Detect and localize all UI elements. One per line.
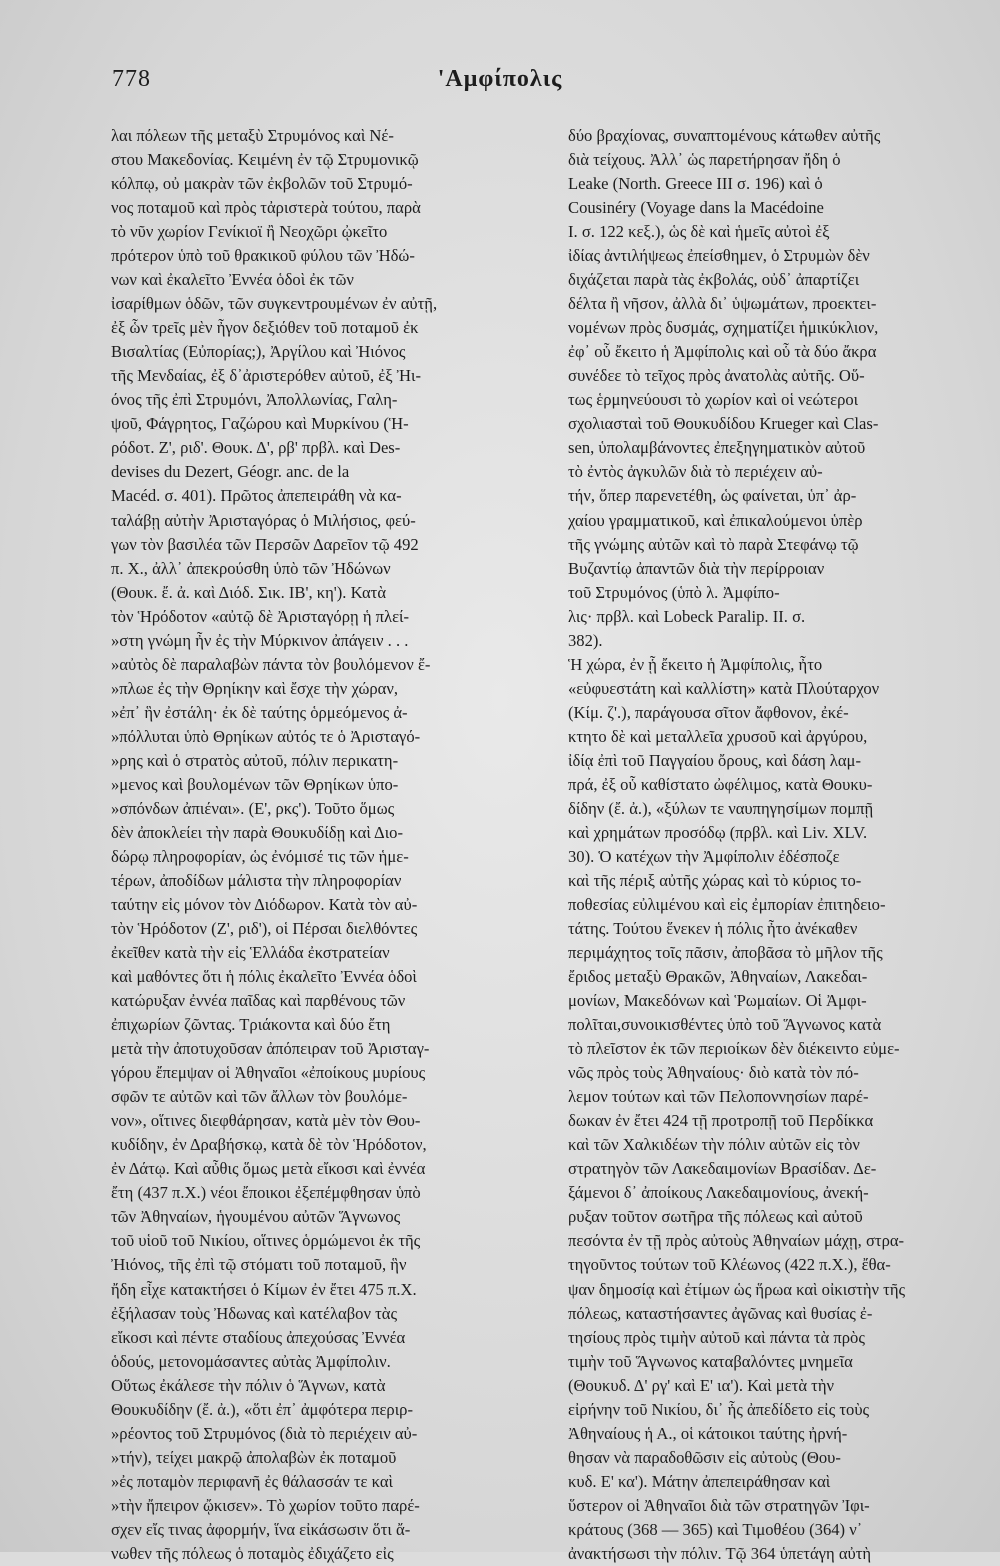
text-line: τὸ πλεῖστον ἐκ τῶν περιοίκων δὲν διέκειντο εὐμε- (568, 1039, 900, 1059)
right-text-column (568, 124, 963, 1566)
text-line: ξάμενοι δ᾽ ἀποίκους Λακεδαιμονίους, ἀνεκή- (568, 1183, 869, 1203)
text-line: »ρέοντος τοῦ Στρυμόνος (διὰ τὸ περιέχειν αὐ- (111, 1423, 418, 1443)
page-number: 778 (112, 66, 151, 92)
text-line: ἀνακτήσωσι τὴν πόλιν. Τῷ 364 ὑπετάγη αὐτὴ (568, 1543, 872, 1563)
text-line: ταύτην εἰς μόνον τὸν Διόδωρον. Κατὰ τὸν αὐ- (111, 895, 418, 914)
text-line: ἔριδος μεταξὺ Θρακῶν, Ἀθηναίων, Λακεδαι- (568, 967, 868, 987)
text-line: γων τὸν βασιλέα τῶν Περσῶν Δαρεῖον τῷ 492 (111, 534, 419, 554)
text-line: 30). Ὁ κατέχων τὴν Ἀμφίπολιν ἐδέσποζε (568, 846, 840, 866)
text-line: δώρῳ πληροφορίαν, ὡς ἐνόμισέ τις τῶν ἡμε- (111, 846, 409, 866)
text-line: θησαν νὰ παραδοθῶσιν εἰς αὐτοὺς (Θου- (568, 1447, 841, 1467)
text-line: (Κίμ. ζ'.), παράγουσα σῖτον ἄφθονον, ἐκέ- (568, 702, 849, 722)
text-line: τοῦ υἱοῦ τοῦ Νικίου, οἵτινες ὁρμώμενοι ἐκ τῆς (111, 1231, 421, 1251)
text-line: δύο βραχίονας, συναπτομένους κάτωθεν αὐτῆς (568, 126, 881, 145)
text-line: τως ἑρμηνεύουσι τὸ χωρίον καὶ οἱ νεώτεροι (568, 390, 859, 410)
text-line: διχάζεται παρὰ τὰς ἐκβολάς, οὐδ᾽ ἀπαρτίζει (568, 270, 860, 290)
text-line: καὶ τῶν Χαλκιδέων τὴν πόλιν αὐτῶν εἰς τὸν (568, 1135, 860, 1155)
text-line: ἰδίας ἀντιλήψεως ἐπείσθημεν, ὁ Στρυμὼν δὲν (568, 246, 870, 266)
text-line: νων καὶ ἐκαλεῖτο Ἐννέα ὁδοὶ ἐκ τῶν (111, 270, 354, 290)
text-line: νομένων πρὸς δυσμάς, σχηματίζει ἡμικύκλιον, (568, 318, 879, 338)
text-line: »ρης καὶ ὁ στρατὸς αὐτοῦ, πόλιν περικατη- (111, 750, 399, 770)
text-line: νον», οἵτινες διεφθάρησαν, κατὰ μὲν τὸν Θου- (111, 1111, 421, 1131)
text-line: »πόλλυται ὑπὸ Θρηίκων αὐτός τε ὁ Ἀρισταγό- (111, 726, 421, 746)
text-line: ἤδη εἶχε κατακτήσει ὁ Κίμων ἐν ἔτει 475 π.Χ. (111, 1279, 417, 1299)
text-line: 382). (568, 630, 603, 650)
text-line: λαι πόλεων τῆς μεταξὺ Στρυμόνος καὶ Νέ- (111, 126, 394, 145)
text-line: δίδην (ἔ. ἀ.), «ξύλων τε ναυπηγησίμων πομπῇ (568, 798, 874, 818)
text-line: Βισαλτίας (Εὐπορίας;), Ἀργίλου καὶ Ἠιόνος (111, 342, 406, 362)
text-line: τὸν Ἡρόδοτον «αὐτῷ δὲ Ἀρισταγόρῃ ἡ πλεί- (111, 606, 410, 626)
text-line: σχολιασταὶ τοῦ Θουκυδίδου Krueger καὶ Clas- (568, 414, 879, 434)
text-line: ἰσαρίθμων ὁδῶν, τῶν συγκεντρουμένων ἐν αὐτῇ, (111, 294, 438, 314)
text-line: λις· πρβλ. καὶ Lobeck Paralip. II. σ. (568, 606, 806, 626)
text-line: »τὴν ἤπειρον ᾤκισεν». Τὸ χωρίον τοῦτο παρέ- (111, 1495, 420, 1515)
text-line: »τήν), τείχει μακρῷ ἀπολαβὼν ἐκ ποταμοῦ (111, 1447, 397, 1467)
text-line: πεσόντα ἐν τῇ πρὸς αὐτοὺς Ἀθηναίων μάχῃ, στρα- (568, 1231, 905, 1251)
text-line: στρατηγὸν τῶν Λακεδαιμονίων Βρασίδαν. Δε- (568, 1159, 877, 1179)
page-header (0, 66, 1000, 102)
text-line: »σπόνδων ἀπιέναι». (Ε', ρκς'). Τοῦτο ὅμως (111, 798, 395, 818)
text-line: ἐν Δάτῳ. Καὶ αὖθις ὅμως μετὰ εἴκοσι καὶ ἐννέα (111, 1159, 426, 1179)
text-line: τὸν Ἡρόδοτον (Ζ', ριδ'), οἱ Πέρσαι διελθόντες (111, 919, 418, 939)
text-line: sen, ὑπολαμβάνοντες ἐπεξηγηματικὸν αὐτοῦ (568, 438, 866, 458)
text-line: ἐξήλασαν τοὺς Ἠδωνας καὶ κατέλαβον τὰς (111, 1303, 398, 1323)
text-line: τῆς Μενδαίας, ἐξ δ᾽ἀριστερόθεν αὐτοῦ, ἐξ Ἠι- (111, 366, 422, 386)
text-line: συνέδεε τὸ τεῖχος πρὸς ἀνατολὰς αὐτῆς. Οὕ- (568, 366, 865, 386)
text-line: καὶ μαθόντες ὅτι ἡ πόλις ἐκαλεῖτο Ἐννέα ὁδοὶ (111, 967, 417, 987)
text-line: ἐπιχωρίων ζῶντας. Τριάκοντα καὶ δύο ἔτη (111, 1015, 391, 1035)
text-line: Ἀθηναίους ἡ Α., οἱ κάτοικοι ταύτης ἠρνή- (568, 1423, 848, 1443)
text-line: κυδίδην, ἐν Δραβήσκῳ, κατὰ δὲ τὸν Ἡρόδοτον, (111, 1135, 427, 1155)
text-line: νωθεν τῆς πόλεως ὁ ποταμὸς ἐδιχάζετο εἰς (111, 1543, 394, 1563)
text-line: Ἡ χώρα, ἐν ᾗ ἔκειτο ἡ Ἀμφίπολις, ἦτο (568, 654, 823, 674)
text-line: ἐξ ὧν τρεῖς μὲν ἦγον δεξιόθεν τοῦ ποταμοῦ ἐκ (111, 318, 419, 338)
text-line: τιμὴν τοῦ Ἅγνωνος καταβαλόντες μνημεῖα (568, 1351, 853, 1371)
text-line: ἐφ᾽ οὗ ἔκειτο ἡ Ἀμφίπολις καὶ οὗ τὰ δύο ἄκρα (568, 342, 877, 362)
text-line: δέλτα ἢ νῆσον, ἀλλὰ δι᾽ ὑψωμάτων, προεκτει- (568, 294, 877, 314)
text-line: π. Χ., ἀλλ᾽ ἀπεκρούσθη ὑπὸ τῶν Ἠδώνων (111, 558, 391, 578)
text-line: ἰδίᾳ ἐπὶ τοῦ Παγγαίου ὄρους, καὶ δάση λαμ- (568, 750, 861, 770)
text-line: »πλωε ἐς τὴν Θρηίκην καὶ ἔσχε τὴν χώραν, (111, 678, 399, 698)
text-line: τήν, ὅπερ παρενετέθη, ὡς φαίνεται, ὑπ᾽ ἀρ- (568, 486, 857, 506)
text-line: Leake (North. Greece III σ. 196) καὶ ὁ (568, 174, 823, 194)
text-line: πρότερον ὑπὸ τοῦ θρακικοῦ φύλου τῶν Ἠδώ- (111, 246, 415, 266)
text-line: κράτους (368 — 365) καὶ Τιμοθέου (364) ν᾽ (568, 1519, 863, 1539)
text-line: Βυζαντίῳ ἀπαντῶν διὰ τὴν περίρροιαν (568, 558, 825, 578)
text-line: ταλάβῃ αὐτὴν Ἀρισταγόρας ὁ Μιλήσιος, φεύ- (111, 510, 416, 530)
text-line: κατώρυξαν ἐννέα παῖδας καὶ παρθένους τῶν (111, 991, 406, 1011)
text-line: μονίων, Μακεδόνων καὶ Ῥωμαίων. Οἱ Ἀμφι- (568, 991, 867, 1011)
text-line: Cousinéry (Voyage dans la Macédoine (568, 198, 824, 218)
text-line: τέρων, ἀποδίδων μάλιστα τὴν πληροφορίαν (111, 870, 402, 890)
text-line: ὁδούς, μετονομάσαντες αὐτὰς Ἀμφίπολιν. (111, 1351, 391, 1371)
running-title: 'Αμφίπολις (437, 66, 563, 92)
text-line: εἴκοσι καὶ πέντε σταδίους ἀπεχούσας Ἐννέα (111, 1327, 406, 1347)
text-line: νος ποταμοῦ καὶ πρὸς τἀριστερὰ τούτου, παρὰ (111, 198, 421, 218)
text-line: καὶ χρημάτων προσόδῳ (πρβλ. καὶ Liv. XLV. (568, 822, 868, 842)
text-line: χαίου γραμματικοῦ, καὶ ἐπικαλούμενοι ὑπὲρ (568, 510, 863, 530)
text-line: «εὐφυεστάτη καὶ καλλίστη» κατὰ Πλούταρχον (568, 678, 880, 698)
text-line: σφῶν τε αὐτῶν καὶ τῶν ἄλλων τὸν βουλόμε- (111, 1087, 408, 1107)
text-line: ἐκεῖθεν κατὰ τὴν εἰς Ἑλλάδα ἐκστρατείαν (111, 943, 390, 963)
text-line: Θουκυδίδην (ἔ. ἀ.), «ὅτι ἐπ᾽ ἀμφότερα περιρ- (111, 1399, 413, 1419)
text-line: τὸ νῦν χωρίον Γενίκιοϊ ἢ Νεοχῶρι ᾠκεῖτο (111, 222, 388, 242)
text-line: »στη γνώμη ἦν ἐς τὴν Μύρκινον ἀπάγειν . . . (111, 630, 409, 650)
text-line: τῆς γνώμης αὐτῶν καὶ τὸ παρὰ Στεφάνῳ τῷ (568, 534, 859, 554)
text-line: κόλπῳ, οὐ μακρὰν τῶν ἐκβολῶν τοῦ Στρυμό- (111, 174, 413, 194)
text-line: ψαν δημοσίᾳ καὶ ἐτίμων ὡς ἥρωα καὶ οἰκιστὴν τῆς (568, 1279, 906, 1299)
text-line: δωκαν ἐν ἔτει 424 τῇ προτροπῇ τοῦ Περδίκκα (568, 1111, 874, 1131)
text-line: λεμον τούτων καὶ τῶν Πελοποννησίων παρέ- (568, 1087, 869, 1107)
text-line: πολῖται,συνοικισθέντες ὑπὸ τοῦ Ἅγνωνος κατὰ (568, 1015, 882, 1035)
text-line: (Θουκ. ἔ. ἀ. καὶ Διόδ. Σικ. ΙΒ', κη'). Κατὰ (111, 582, 387, 602)
text-line: σχεν εἴς τινας ἀφορμήν, ἵνα εἰκάσωσιν ὅτι ἄ- (111, 1519, 411, 1539)
text-line: μετὰ τὴν ἀποτυχοῦσαν ἀπόπειραν τοῦ Ἀρισταγ- (111, 1039, 430, 1059)
text-line: τὸ ἐντὸς ἀγκυλῶν διὰ τὸ περιέχειν αὐ- (568, 462, 823, 482)
text-line: »ἐς ποταμὸν περιφανῆ ἐς θάλασσάν τε καὶ (111, 1471, 394, 1491)
text-line: διὰ τείχους. Ἀλλ᾽ ὡς παρετήρησαν ἤδη ὁ (568, 150, 841, 170)
text-line: κτητο δὲ καὶ μεταλλεῖα χρυσοῦ καὶ ἀργύρου, (568, 726, 868, 746)
text-line: ποθεσίας εὐλιμένου καὶ εἰς ἐμπορίαν ἐπιτηδειο- (568, 895, 886, 914)
text-line: κυδ. Ε' κα'). Μάτην ἀπεπειράθησαν καὶ (568, 1471, 831, 1491)
text-line: ὕστερον οἱ Ἀθηναῖοι διὰ τῶν στρατηγῶν Ἰφι- (568, 1495, 870, 1515)
text-line: devises du Dezert, Géogr. anc. de la (111, 462, 350, 482)
text-line: ρυξαν τοῦτον σωτῆρα τῆς πόλεως καὶ αὐτοῦ (568, 1207, 863, 1227)
text-line: ψοῦ, Φάγρητος, Γαζώρου καὶ Μυρκίνου (Ἡ- (111, 414, 409, 434)
text-line: στου Μακεδονίας. Κειμένη ἐν τῷ Στρυμονικῷ (111, 150, 419, 170)
text-line: ρόδοτ. Ζ', ριδ'. Θουκ. Δ', ρβ' πρβλ. καὶ Des- (111, 438, 401, 458)
text-line: Οὕτως ἐκάλεσε τὴν πόλιν ὁ Ἅγνων, κατὰ (111, 1375, 386, 1395)
text-line: όνος τῆς ἐπὶ Στρυμόνι, Ἀπολλωνίας, Γαλη- (111, 390, 398, 410)
text-line: νῶς πρὸς τοὺς Ἀθηναίους· διὸ κατὰ τὸν πό- (568, 1063, 859, 1083)
text-line: ἔτη (437 π.Χ.) νέοι ἔποικοι ἐξεπέμφθησαν ὑπὸ (111, 1183, 421, 1203)
text-line: γόρου ἔπεμψαν οἱ Ἀθηναῖοι «ἐποίκους μυρίους (111, 1063, 426, 1083)
text-line: Macéd. σ. 401). Πρῶτος ἀπεπειράθη νὰ κα- (111, 486, 402, 506)
text-line: πόλεως, καταστήσαντες ἀγῶνας καὶ θυσίας ἐ- (568, 1303, 873, 1323)
text-line: »μενος καὶ βουλομένων τῶν Θρηίκων ὑπο- (111, 774, 399, 794)
text-line: τάτης. Τούτου ἕνεκεν ἡ πόλις ἦτο ἀνέκαθεν (568, 919, 858, 939)
text-line: I. σ. 122 κεξ.), ὡς δὲ καὶ ἡμεῖς αὐτοὶ ἐξ (568, 222, 830, 242)
text-line: τησίους πρὸς τιμὴν αὐτοῦ καὶ πάντα τὰ πρὸς (568, 1327, 865, 1347)
text-line: περιμάχητος τοῖς πᾶσιν, ἀποβᾶσα τὸ μῆλον τῆς (568, 943, 883, 963)
left-text-column (111, 124, 506, 1566)
text-line: Ἠιόνος, τῆς ἐπὶ τῷ στόματι τοῦ ποταμοῦ, ἣν (111, 1255, 407, 1275)
text-line: »ἐπ᾽ ἣν ἐστάλη· ἐκ δὲ ταύτης ὁρμεόμενος ἀ- (111, 702, 408, 722)
text-line: τηγοῦντος τούτων τοῦ Κλέωνος (422 π.Χ.), ἔθα- (568, 1255, 891, 1275)
text-line: (Θουκυδ. Δ' ργ' καὶ Ε' ια'). Καὶ μετὰ τὴν (568, 1375, 835, 1395)
text-line: εἰρήνην τοῦ Νικίου, δι᾽ ἧς ἀπεδίδετο εἰς τοὺς (568, 1399, 870, 1419)
text-line: »αὐτὸς δὲ παραλαβὼν πάντα τὸν βουλόμενον ἔ- (111, 654, 431, 674)
text-line: τοῦ Στρυμόνος (ὑπὸ λ. Ἀμφίπο- (568, 582, 780, 602)
text-line: καὶ τῆς πέριξ αὐτῆς χώρας καὶ τὸ κύριος το- (568, 870, 862, 890)
text-line: δὲν ἀποκλείει τὴν παρὰ Θουκυδίδῃ καὶ Διο- (111, 822, 403, 842)
text-line: τῶν Ἀθηναίων, ἡγουμένου αὐτῶν Ἅγνωνος (111, 1207, 401, 1227)
text-line: πρά, ἐξ οὗ καθίστατο ὠφέλιμος, κατὰ Θουκυ- (568, 774, 873, 794)
